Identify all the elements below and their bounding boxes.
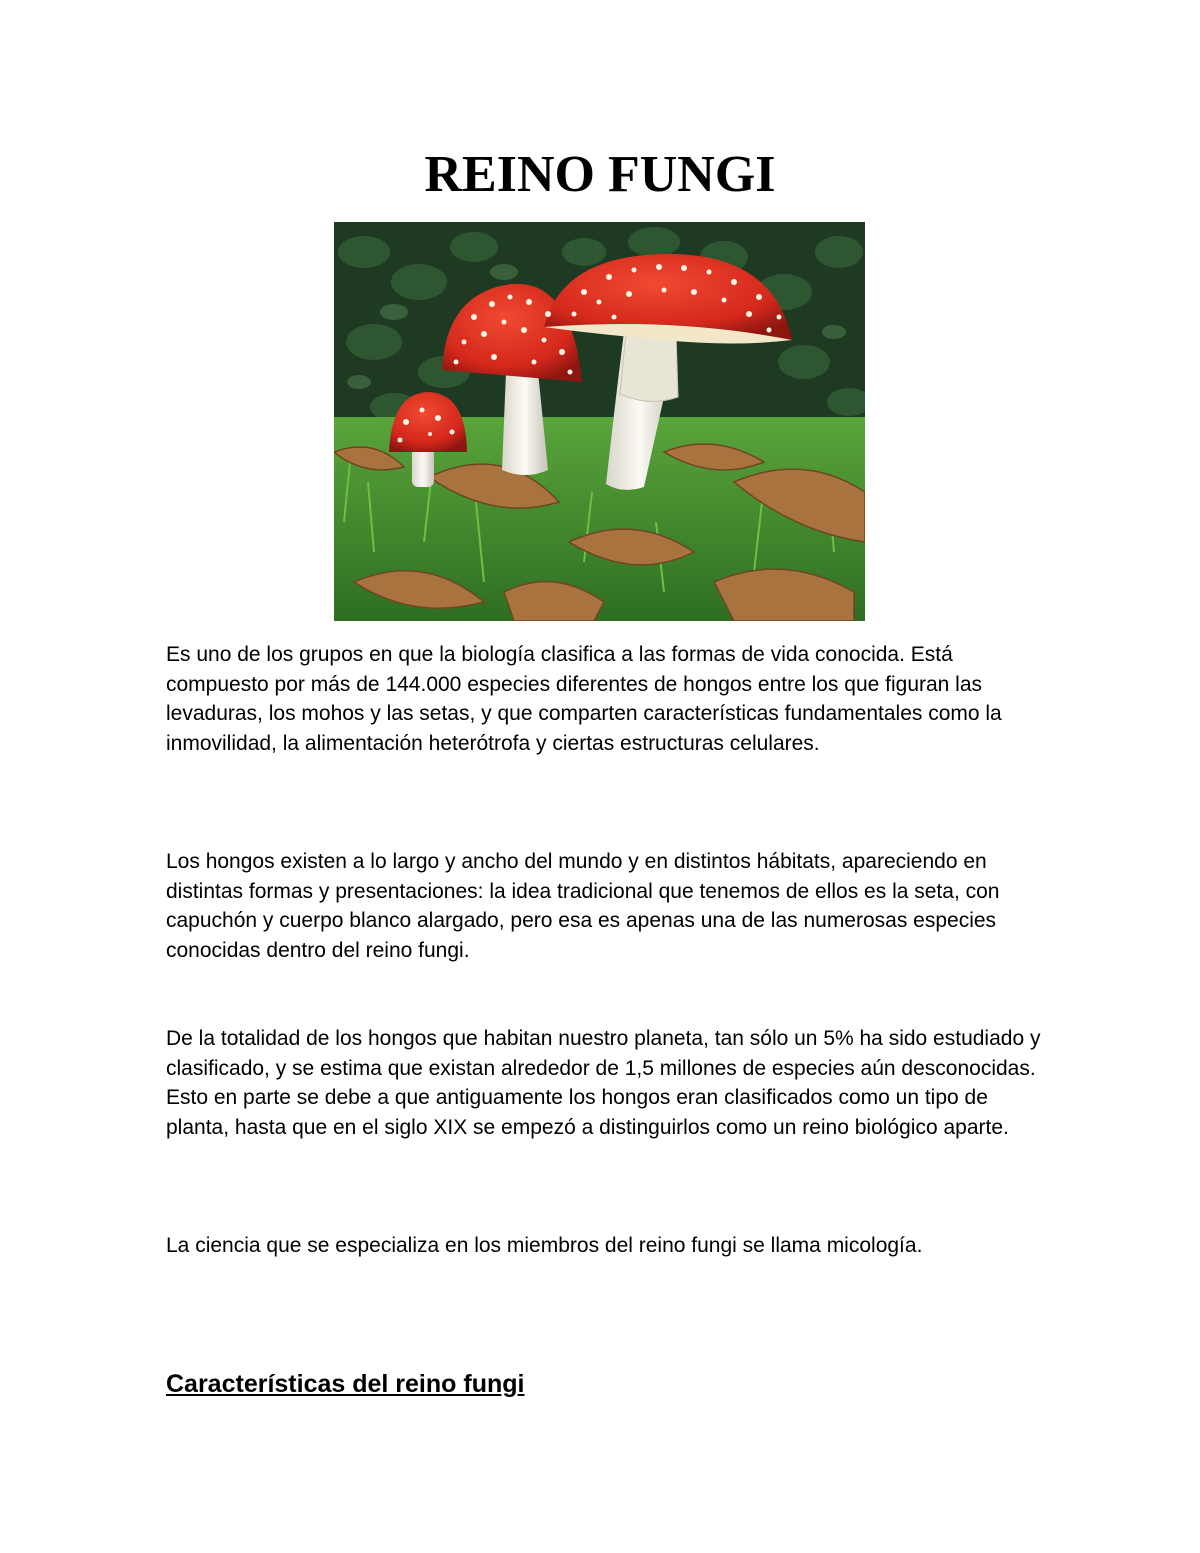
habitat-paragraph: Los hongos existen a lo largo y ancho del mundo y en distintos hábitats, apareciendo en distintas formas y presentaciones: la idea tradicional que tenemos de ellos es la seta, con capuchón y cuerpo blanco alargado, pero esa es apenas una de las numerosas especies conocidas dentro del reino fungi. — [166, 850, 1000, 962]
classification-paragraph: De la totalidad de los hongos que habitan nuestro planeta, tan sólo un 5% ha sido estudiado y clasificado, y se estima que existan alrededor de 1,5 millones de especies aún desconocidas. Esto en parte se debe a que antiguamente los hongos eran clasificados como un tipo de planta, hasta que en el siglo XIX se empezó a distinguirlos como un reino biológico aparte. — [166, 1027, 1041, 1139]
page-title: REINO FUNGI — [424, 146, 776, 203]
intro-paragraph: Es uno de los grupos en que la biología clasifica a las formas de vida conocida. Está compuesto por más de 144.000 especies diferentes de hongos entre los que figuran las levaduras, los mohos y las setas, y que comparten características fundamentales como la inmovilidad, la alimentación heterótrofa y ciertas estructuras celulares. — [166, 643, 1002, 755]
mycology-paragraph: La ciencia que se especializa en los miembros del reino fungi se llama micología. — [166, 1234, 923, 1257]
section-heading: Características del reino fungi — [166, 1370, 525, 1398]
mushroom-photo — [334, 222, 865, 621]
